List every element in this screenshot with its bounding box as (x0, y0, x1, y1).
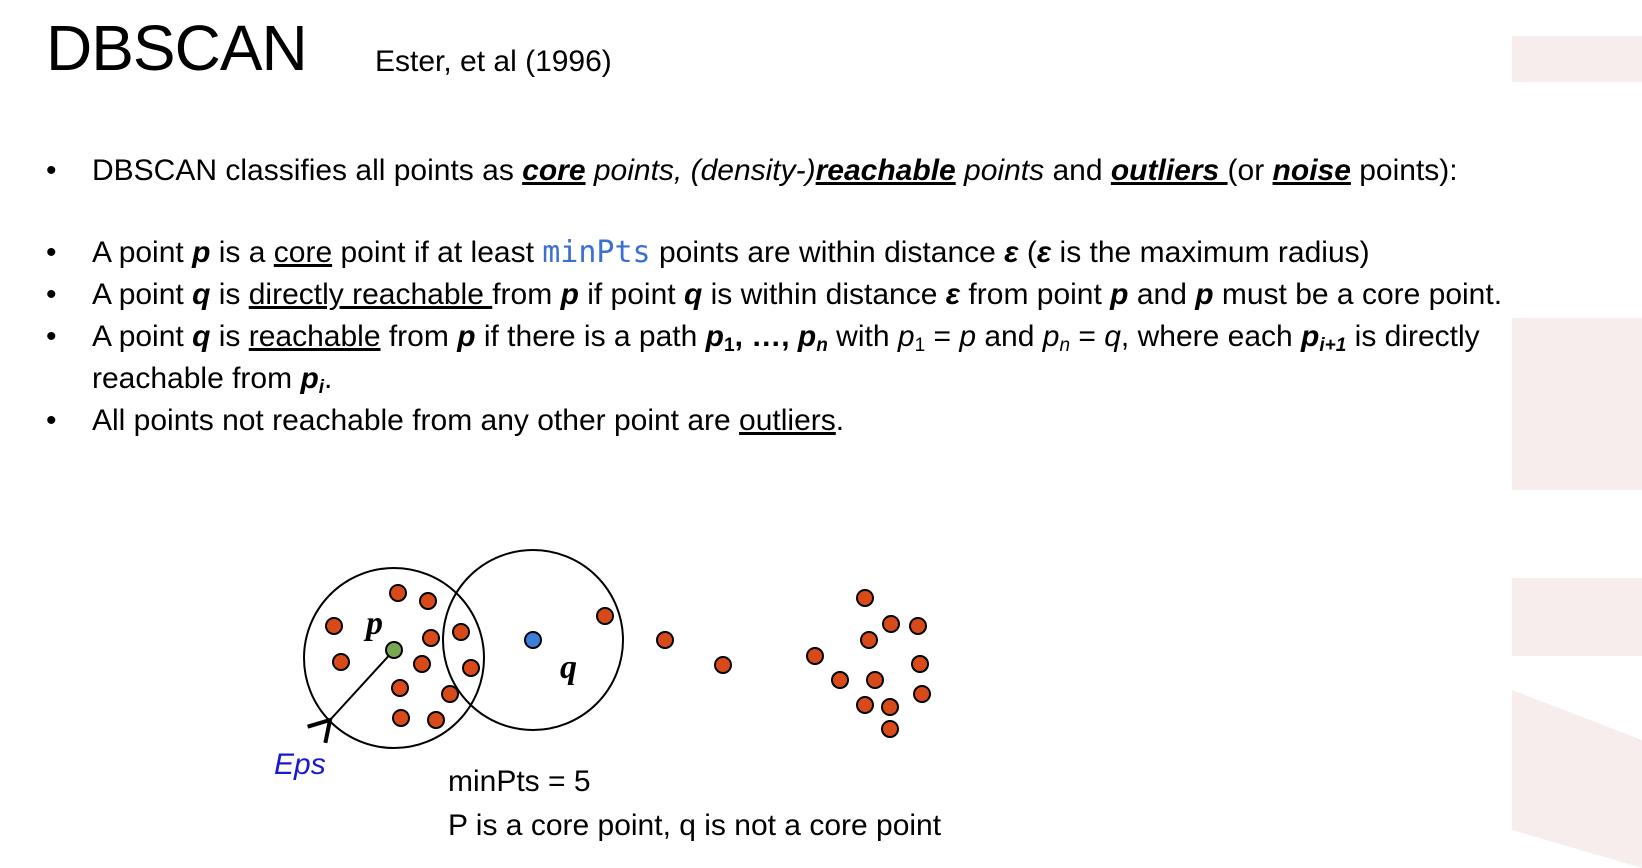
data-point (390, 585, 406, 601)
data-point (414, 656, 430, 672)
bullet-dot: • (46, 404, 57, 437)
minpts-code: minPts (542, 235, 651, 270)
data-point (867, 672, 883, 688)
data-point (857, 590, 873, 606)
bullet-dot: • (46, 320, 57, 353)
data-point (857, 697, 873, 713)
data-point (715, 657, 731, 673)
data-point (807, 648, 823, 664)
bullet-text: DBSCAN classifies all points as core points, (density-)reachable points and outliers (or noise points): (92, 154, 1458, 187)
data-point (420, 593, 436, 609)
label-q: q (560, 649, 577, 686)
label-p: p (366, 605, 383, 642)
data-point (392, 680, 408, 696)
data-point (453, 624, 469, 640)
data-point (463, 660, 479, 676)
data-point (832, 672, 848, 688)
core-point-p (386, 642, 402, 658)
bullet-text: A point p is a core point if at least minPts points are within distance ε (ε is the maximum radius) (92, 235, 1370, 270)
page-subtitle: Ester, et al (1996) (375, 45, 612, 78)
data-point (326, 618, 342, 634)
data-point (657, 632, 673, 648)
points-group (326, 585, 930, 737)
bullet-dot: • (46, 278, 57, 311)
caption-minpts: minPts = 5 (448, 765, 591, 798)
caption-core-note: P is a core point, q is not a core point (448, 809, 942, 842)
data-point (597, 608, 613, 624)
data-point (428, 712, 444, 728)
border-point-q (525, 632, 541, 648)
data-point (914, 686, 930, 702)
bullet-dot: • (46, 154, 57, 187)
data-point (423, 630, 439, 646)
data-point (333, 654, 349, 670)
data-point (393, 710, 409, 726)
data-point (861, 632, 877, 648)
bullet-text: All points not reachable from any other point are outliers. (92, 404, 845, 437)
data-point (882, 699, 898, 715)
bullet-text: A point q is reachable from p if there is a path $p_1$, …, $p_n$ with $p_1 = p$ and $p_n = q$, where each $p_{i+1}$ is directly reachable from $p_i$. (92, 320, 1480, 398)
eps-label: Eps (274, 748, 326, 781)
page-title: DBSCAN (46, 12, 307, 84)
data-point (442, 686, 458, 702)
data-point (882, 721, 898, 737)
data-point (912, 656, 928, 672)
data-point (910, 618, 926, 634)
bullet-dot: • (46, 236, 57, 269)
data-point (883, 616, 899, 632)
bullet-text: A point q is directly reachable from p if point q is within distance ε from point p and p must be a core point. (92, 278, 1503, 311)
